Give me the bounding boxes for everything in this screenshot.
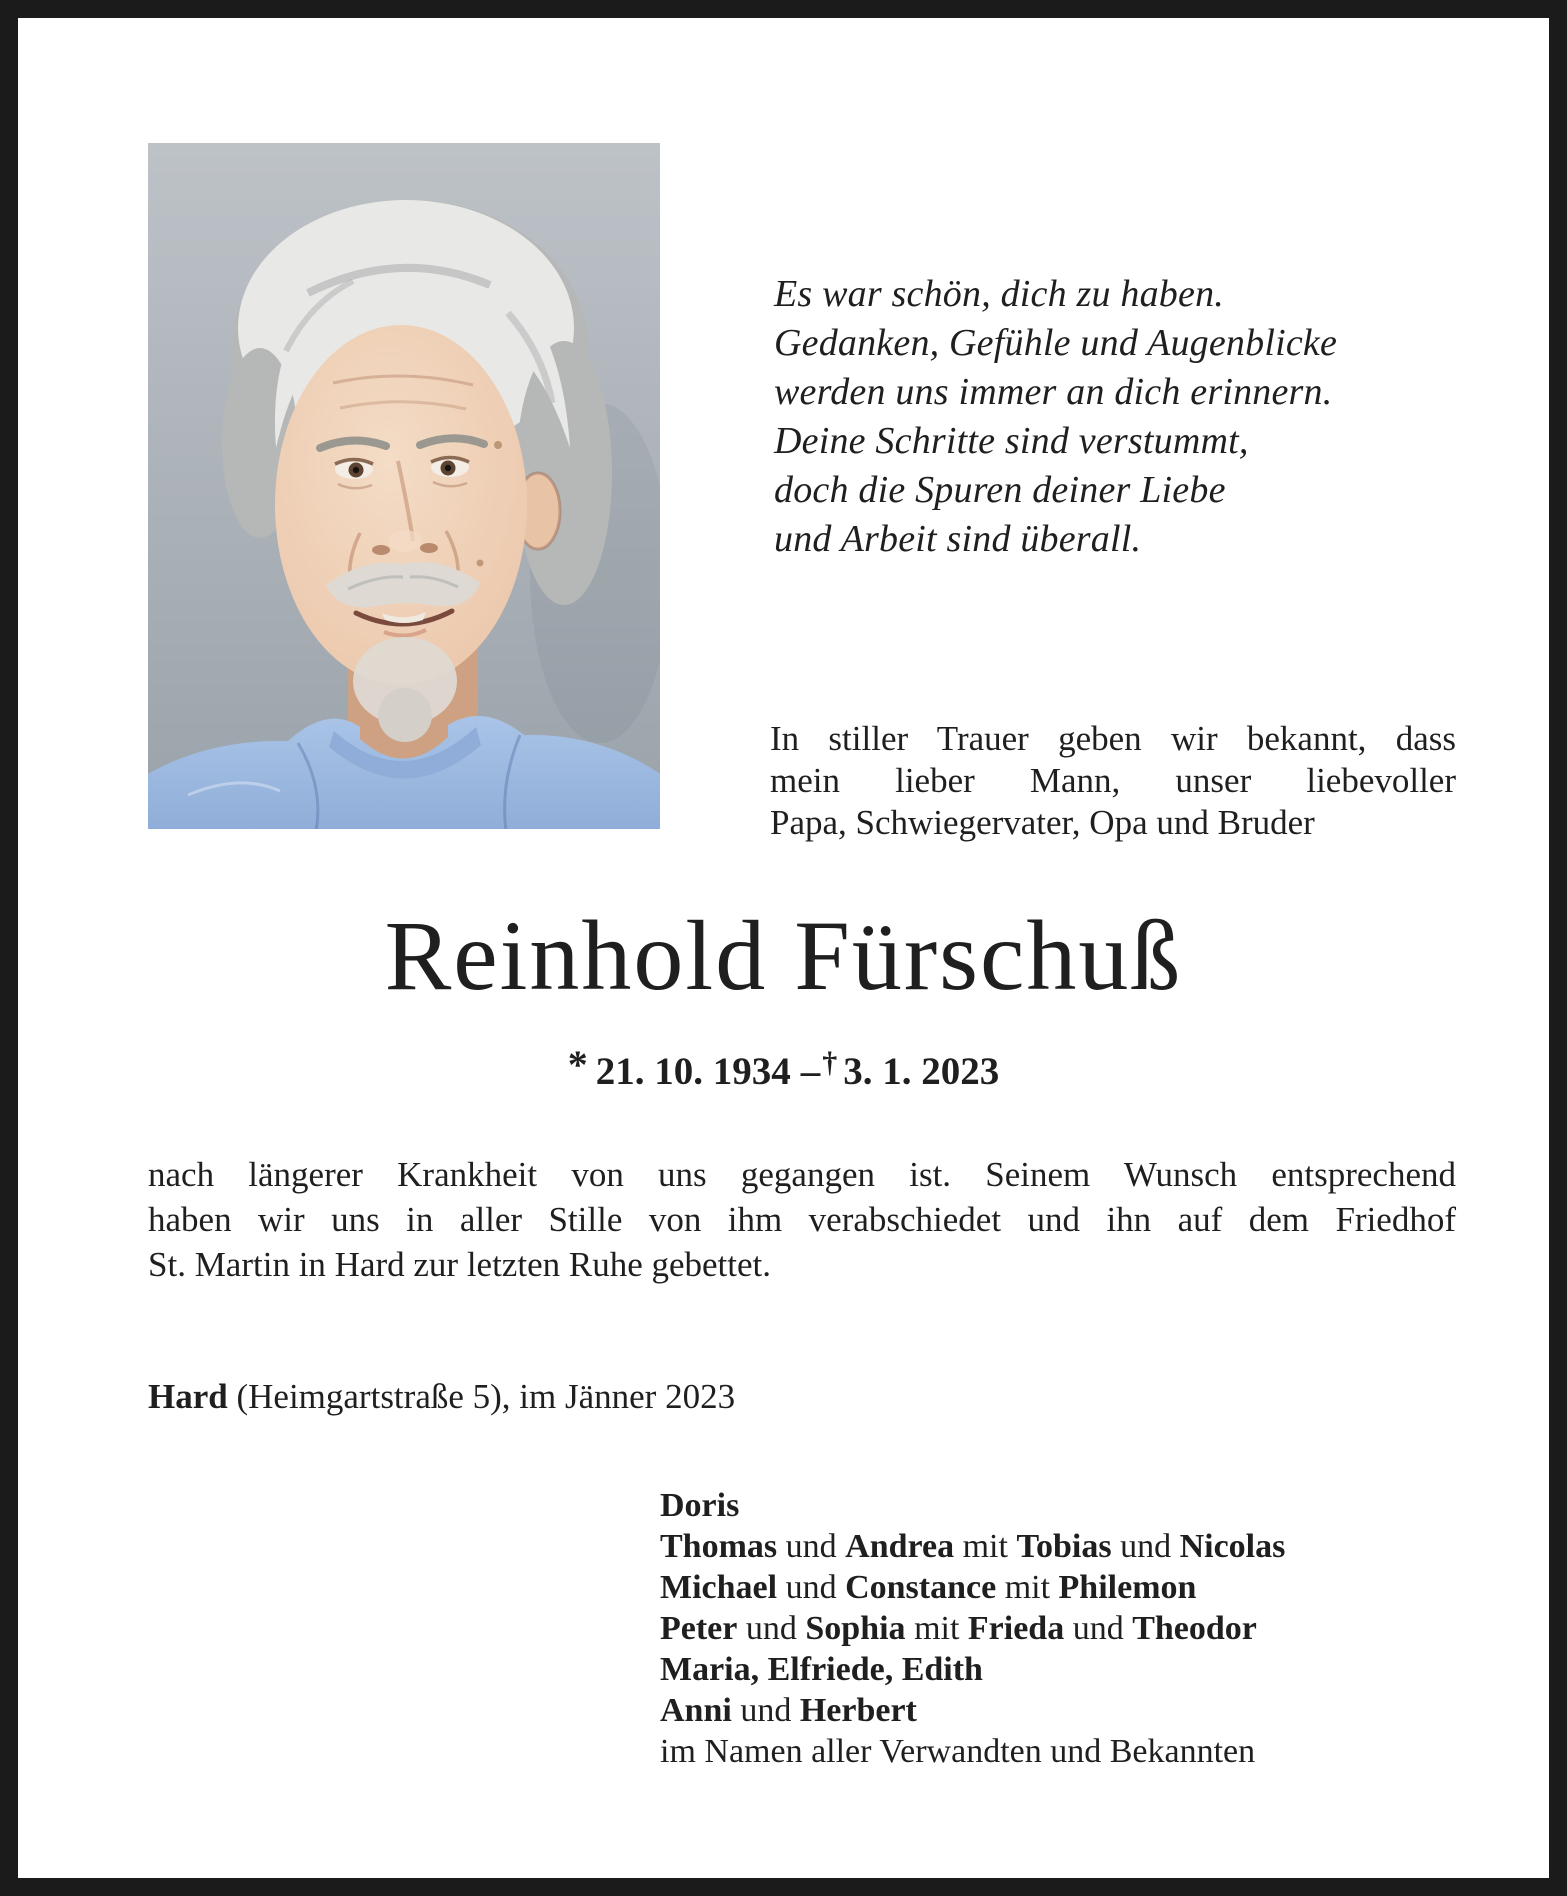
text-segment: und xyxy=(731,1692,800,1729)
poem-line: und Arbeit sind überall. xyxy=(774,518,1142,560)
farewell-line: nach längerer Krankheit von uns gegangen ist. Seinem Wunsch entsprechend xyxy=(148,1155,1456,1194)
farewell-line: haben wir uns in aller Stille von ihm verabschiedet und ihn auf dem Friedhof xyxy=(148,1200,1456,1239)
family-line xyxy=(660,1731,1285,1772)
text-segment: Doris xyxy=(660,1487,740,1524)
memorial-poem xyxy=(774,270,1337,564)
text-segment: Herbert xyxy=(799,1692,917,1729)
text-segment: und xyxy=(1064,1610,1133,1647)
family-line xyxy=(660,1608,1285,1649)
poem-line: Deine Schritte sind verstummt, xyxy=(774,420,1249,462)
text-segment: Andrea xyxy=(845,1528,955,1565)
text-segment: Sophia xyxy=(805,1610,906,1647)
family-line xyxy=(660,1690,1285,1731)
family-line xyxy=(660,1526,1285,1567)
poem-line: Es war schön, dich zu haben. xyxy=(774,273,1224,315)
poem-line: doch die Spuren deiner Liebe xyxy=(774,469,1226,511)
text-segment: und xyxy=(737,1610,806,1647)
text-segment: (Heimgartstraße 5), im Jänner 2023 xyxy=(227,1377,736,1416)
text-segment: Maria, Elfriede, Edith xyxy=(660,1651,983,1688)
date-separator: – xyxy=(800,1050,821,1093)
birth-date: 21. 10. 1934 xyxy=(595,1050,791,1093)
text-segment: und xyxy=(1111,1528,1180,1565)
poem-line: werden uns immer an dich erinnern. xyxy=(774,371,1333,413)
announcement-text xyxy=(770,718,1456,844)
announcement-line: Papa, Schwiegervater, Opa und Bruder xyxy=(770,803,1315,842)
portrait-photo xyxy=(148,143,660,829)
text-segment: mit xyxy=(954,1528,1017,1565)
life-dates xyxy=(18,1040,1549,1095)
family-line xyxy=(660,1485,1285,1526)
family-names xyxy=(660,1485,1285,1772)
place-date-line xyxy=(148,1375,735,1419)
text-segment: und xyxy=(777,1569,846,1606)
death-symbol: † xyxy=(822,1046,838,1079)
farewell-line: St. Martin in Hard zur letzten Ruhe gebettet. xyxy=(148,1245,772,1284)
poem-line: Gedanken, Gefühle und Augenblicke xyxy=(774,322,1338,364)
face xyxy=(275,325,527,685)
text-segment: Theodor xyxy=(1132,1610,1257,1647)
family-line xyxy=(660,1567,1285,1608)
death-date: 3. 1. 2023 xyxy=(843,1050,1000,1093)
text-segment: Hard xyxy=(148,1377,228,1416)
text-segment: Constance xyxy=(845,1569,997,1606)
text-segment: Philemon xyxy=(1058,1569,1197,1606)
family-line xyxy=(660,1649,1285,1690)
text-segment: Frieda xyxy=(967,1610,1065,1647)
text-segment: mit xyxy=(905,1610,968,1647)
announcement-line: In stiller Trauer geben wir bekannt, dass xyxy=(770,719,1456,758)
text-segment: und xyxy=(777,1528,846,1565)
birth-symbol: * xyxy=(567,1042,588,1087)
announcement-line: mein lieber Mann, unser liebevoller xyxy=(770,761,1456,800)
deceased-name: Reinhold Fürschuß xyxy=(384,900,1183,1011)
text-segment: Tobias xyxy=(1016,1528,1112,1565)
text-segment: Nicolas xyxy=(1179,1528,1286,1565)
farewell-text xyxy=(148,1152,1456,1287)
text-segment: im Namen aller Verwandten und Bekannten xyxy=(660,1733,1256,1770)
text-segment: Peter xyxy=(660,1610,738,1647)
text-segment: Anni xyxy=(660,1692,732,1729)
text-segment: mit xyxy=(996,1569,1059,1606)
text-segment: Thomas xyxy=(660,1528,778,1565)
text-segment: Michael xyxy=(660,1569,778,1606)
